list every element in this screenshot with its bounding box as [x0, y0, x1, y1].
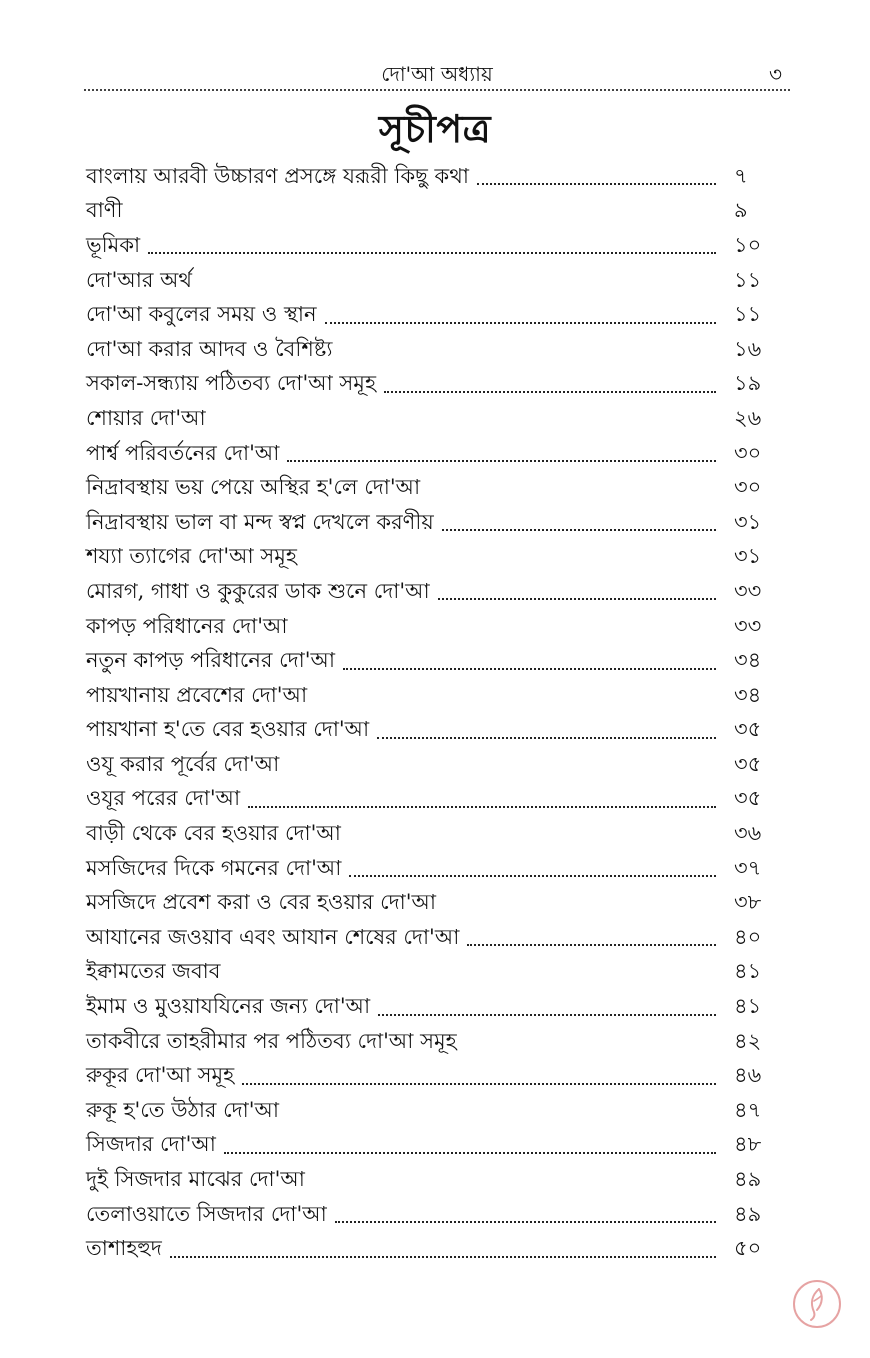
- toc-entry-title: কাপড় পরিধানের দো'আ: [86, 613, 288, 638]
- toc-entry: [86, 852, 786, 887]
- dot-leader: [384, 391, 716, 393]
- toc-entry-page: ১০: [734, 232, 762, 257]
- running-header: [84, 58, 790, 88]
- running-title: দো'আ অধ্যায়: [381, 62, 493, 86]
- toc-entry-page: ৩৫: [734, 786, 762, 811]
- toc-entry-title: আযানের জওয়াব এবং আযান শেষের দো'আ: [86, 924, 460, 949]
- toc-entry: [86, 1232, 786, 1267]
- toc-entry-title: ভূমিকা: [86, 232, 141, 257]
- dot-leader: [335, 1221, 716, 1223]
- toc-entry-title: দুই সিজদার মাঝের দো'আ: [86, 1167, 305, 1192]
- toc-entry-title: রুকূ হ'তে উঠার দো'আ: [86, 1097, 280, 1122]
- toc-entry: [86, 714, 786, 749]
- toc-entry: [86, 1094, 786, 1129]
- toc-entry: [86, 1129, 786, 1164]
- toc-entry-page: ৩১: [734, 544, 762, 569]
- toc-entry-page: ৪১: [734, 994, 762, 1019]
- toc-entry: [86, 471, 786, 506]
- toc-entry-page: ৪৯: [734, 1201, 762, 1226]
- toc-entry-title: বাংলায় আরবী উচ্চারণ প্রসঙ্গে যরূরী কিছু কথা: [86, 163, 469, 188]
- toc-entry-title: মসজিদে প্রবেশ করা ও বের হওয়ার দো'আ: [86, 890, 437, 915]
- toc-entry-page: ৩৭: [734, 855, 762, 880]
- toc-entry-page: ৩৫: [734, 717, 762, 742]
- toc-entry: [86, 679, 786, 714]
- dot-leader: [170, 1256, 716, 1258]
- toc-entry: [86, 1059, 786, 1094]
- header-dotted-rule: [84, 89, 790, 91]
- dot-leader: [442, 529, 716, 531]
- toc-entry: [86, 264, 786, 299]
- toc-entry-page: ৪২: [734, 1028, 762, 1053]
- toc-entry: [86, 229, 786, 264]
- toc-entry: [86, 956, 786, 991]
- toc-entry-page: ৩০: [734, 440, 762, 465]
- toc-entry: [86, 575, 786, 610]
- toc-entry: [86, 817, 786, 852]
- toc-entry-page: ৩৫: [734, 751, 762, 776]
- toc-entry-page: ৩০: [734, 475, 762, 500]
- toc-entry-title: দো'আ করার আদব ও বৈশিষ্ট্য: [86, 336, 333, 361]
- toc-entry: [86, 748, 786, 783]
- toc-entry-page: ৩৩: [734, 578, 762, 603]
- toc-entry-page: ৩৩: [734, 613, 762, 638]
- dot-leader: [224, 1152, 716, 1154]
- dot-leader: [467, 944, 716, 946]
- toc-entry-page: ৪৯: [734, 1167, 762, 1192]
- dot-leader: [477, 183, 716, 185]
- toc-entry: [86, 1025, 786, 1060]
- toc-entry: [86, 783, 786, 818]
- toc-entry-page: ৪৮: [734, 1132, 762, 1157]
- toc-entry-title: ইক্বামতের জবাব: [86, 959, 221, 984]
- dot-leader: [343, 668, 716, 670]
- toc-entry: [86, 1198, 786, 1233]
- dot-leader: [438, 598, 716, 600]
- toc-entry-page: ৩৬: [734, 821, 762, 846]
- toc-entry-page: ৪১: [734, 959, 762, 984]
- toc-entry-title: সকাল-সন্ধ্যায় পঠিতব্য দো'আ সমূহ: [86, 371, 376, 396]
- toc-entry: [86, 333, 786, 368]
- toc-entry-title: নতুন কাপড় পরিধানের দো'আ: [86, 648, 335, 673]
- toc-entry-page: ৩৮: [734, 890, 762, 915]
- toc-entry-page: ৪০: [734, 924, 762, 949]
- toc-entry-title: নিদ্রাবস্থায় ভাল বা মন্দ স্বপ্ন দেখলে করণীয়: [86, 509, 434, 534]
- dot-leader: [349, 875, 716, 877]
- toc-entry-page: ৯: [734, 198, 748, 223]
- toc-entry-page: ২৬: [734, 405, 762, 430]
- toc-entry: [86, 886, 786, 921]
- toc-entry-page: ৭: [734, 163, 748, 188]
- dot-leader: [325, 322, 716, 324]
- toc-entry: [86, 298, 786, 333]
- toc-entry: [86, 610, 786, 645]
- toc-entry: [86, 1163, 786, 1198]
- toc-entry-title: রুকূর দো'আ সমূহ: [86, 1063, 235, 1088]
- toc-entry: [86, 437, 786, 472]
- table-of-contents: [86, 160, 786, 1267]
- toc-entry-title: সিজদার দো'আ: [86, 1132, 216, 1157]
- toc-entry-title: তাশাহহুদ: [86, 1236, 162, 1261]
- toc-entry-title: দো'আর অর্থ: [86, 267, 192, 292]
- toc-title: সূচীপত্র: [378, 106, 492, 151]
- toc-entry: [86, 402, 786, 437]
- toc-entry-page: ১১: [734, 302, 762, 327]
- dot-leader: [148, 252, 716, 254]
- dot-leader: [287, 460, 716, 462]
- toc-entry-title: শোয়ার দো'আ: [86, 405, 206, 430]
- dot-leader: [377, 737, 716, 739]
- toc-entry: [86, 921, 786, 956]
- toc-entry-title: বাণী: [86, 198, 123, 223]
- toc-entry-title: নিদ্রাবস্থায় ভয় পেয়ে অস্থির হ'লে দো'আ: [86, 475, 421, 500]
- dot-leader: [248, 806, 716, 808]
- toc-entry-page: ৫০: [734, 1236, 762, 1261]
- toc-entry-title: ওযূ করার পূর্বের দো'আ: [86, 751, 280, 776]
- toc-entry: [86, 160, 786, 195]
- toc-entry-page: ১১: [734, 267, 762, 292]
- toc-entry-title: ওযূর পরের দো'আ: [86, 786, 241, 811]
- toc-entry-title: পার্শ্ব পরিবর্তনের দো'আ: [86, 440, 280, 465]
- toc-entry-title: ইমাম ও মুওয়াযযিনের জন্য দো'আ: [86, 994, 371, 1019]
- toc-entry: [86, 368, 786, 403]
- toc-entry-page: ৪৭: [734, 1097, 762, 1122]
- toc-entry-title: শয্যা ত্যাগের দো'আ সমূহ: [86, 544, 297, 569]
- toc-entry: [86, 644, 786, 679]
- toc-entry-page: ৩৪: [734, 648, 762, 673]
- toc-entry: [86, 990, 786, 1025]
- toc-entry-title: পায়খানা হ'তে বের হওয়ার দো'আ: [86, 717, 370, 742]
- page-number: ৩: [768, 62, 782, 86]
- dot-leader: [378, 1014, 716, 1016]
- toc-entry: [86, 541, 786, 576]
- toc-entry-title: বাড়ী থেকে বের হওয়ার দো'আ: [86, 821, 341, 846]
- toc-entry-page: ৪৬: [734, 1063, 762, 1088]
- toc-entry-title: মোরগ, গাধা ও কুকুরের ডাক শুনে দো'আ: [86, 578, 430, 603]
- toc-entry-page: ৩৪: [734, 682, 762, 707]
- toc-entry: [86, 506, 786, 541]
- toc-entry-title: দো'আ কবুলের সময় ও স্থান: [86, 302, 317, 327]
- toc-entry-title: পায়খানায় প্রবেশের দো'আ: [86, 682, 308, 707]
- quill-logo-icon: [792, 1279, 842, 1329]
- dot-leader: [242, 1083, 716, 1085]
- toc-entry-title: তাকবীরে তাহরীমার পর পঠিতব্য দো'আ সমূহ: [86, 1028, 457, 1053]
- toc-entry-title: তেলাওয়াতে সিজদার দো'আ: [86, 1201, 327, 1226]
- toc-entry-title: মসজিদের দিকে গমনের দো'আ: [86, 855, 342, 880]
- toc-entry-page: ৩১: [734, 509, 762, 534]
- toc-entry-page: ১৯: [734, 371, 762, 396]
- toc-entry-page: ১৬: [734, 336, 762, 361]
- toc-entry: [86, 195, 786, 230]
